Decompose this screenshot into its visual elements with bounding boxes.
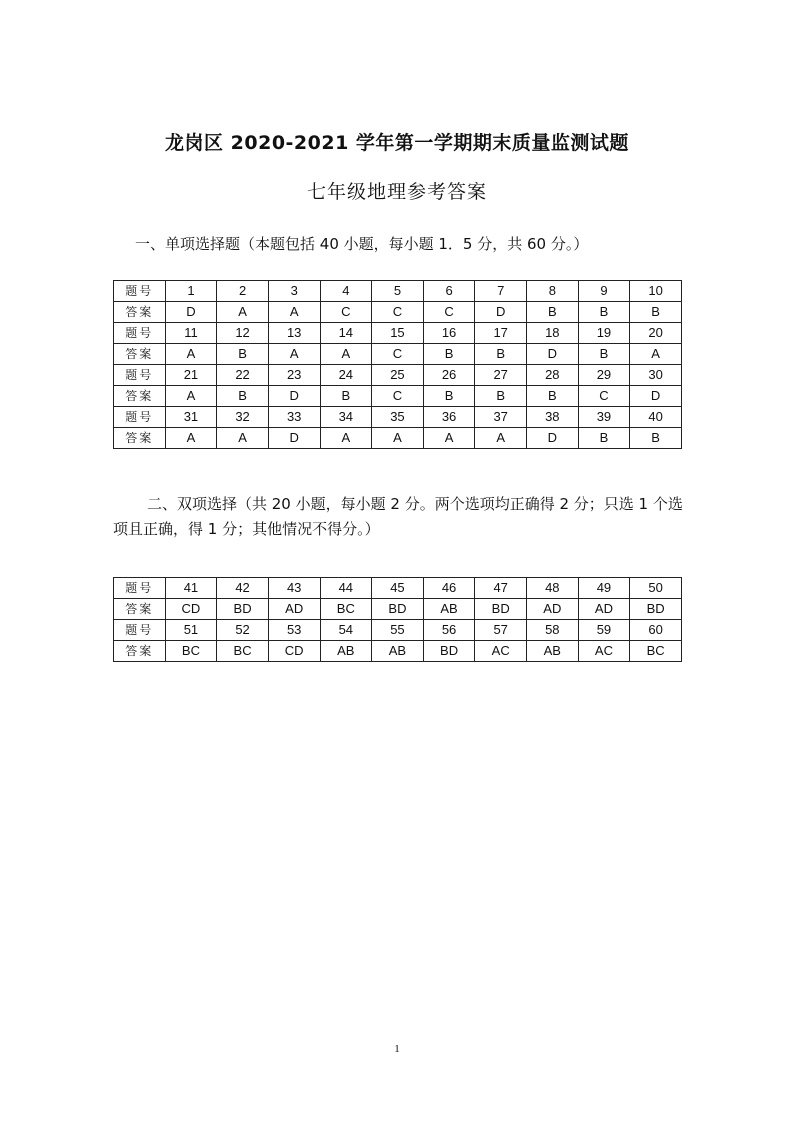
answer-cell: D [268, 428, 320, 449]
answer-cell: D [165, 302, 217, 323]
question-number-cell: 23 [268, 365, 320, 386]
question-number-cell: 29 [578, 365, 630, 386]
question-number-cell: 53 [268, 620, 320, 641]
answer-cell: C [372, 302, 424, 323]
answer-row [114, 302, 682, 323]
question-number-row [114, 365, 682, 386]
question-number-cell: 55 [372, 620, 424, 641]
answer-cell: B [475, 386, 527, 407]
question-number-cell: 31 [165, 407, 217, 428]
question-number-cell: 57 [475, 620, 527, 641]
answer-row [114, 386, 682, 407]
section-two-heading: 二、双项选择（共 20 小题，每小题 2 分。两个选项均正确得 2 分；只选 1 个选项且正确，得 1 分；其他情况不得分。） [113, 495, 683, 538]
question-number-cell: 43 [268, 578, 320, 599]
question-number-cell: 11 [165, 323, 217, 344]
question-label-cell: 题号 [114, 365, 166, 386]
page-subtitle: 七年级地理参考答案 [306, 181, 487, 203]
answer-cell: B [527, 302, 579, 323]
question-label-cell: 题号 [114, 620, 166, 641]
answer-label-cell: 答案 [114, 386, 166, 407]
question-number-cell: 10 [630, 281, 682, 302]
answer-cell: B [217, 344, 269, 365]
answer-cell: AC [578, 641, 630, 662]
question-number-cell: 25 [372, 365, 424, 386]
question-number-cell: 37 [475, 407, 527, 428]
single-choice-answer-table [113, 280, 682, 449]
question-number-row [114, 620, 682, 641]
question-label-cell: 题号 [114, 407, 166, 428]
answer-cell: B [527, 386, 579, 407]
question-number-cell: 40 [630, 407, 682, 428]
question-label-cell: 题号 [114, 578, 166, 599]
answer-cell: C [372, 386, 424, 407]
question-number-cell: 8 [527, 281, 579, 302]
answer-label-cell: 答案 [114, 428, 166, 449]
answer-cell: AD [268, 599, 320, 620]
answer-cell: AB [372, 641, 424, 662]
question-number-cell: 20 [630, 323, 682, 344]
answer-cell: AD [578, 599, 630, 620]
question-number-cell: 5 [372, 281, 424, 302]
question-number-cell: 36 [423, 407, 475, 428]
answer-cell: A [423, 428, 475, 449]
question-number-cell: 32 [217, 407, 269, 428]
question-number-cell: 9 [578, 281, 630, 302]
answer-cell: B [320, 386, 372, 407]
answer-cell: BD [217, 599, 269, 620]
answer-cell: A [268, 302, 320, 323]
answer-cell: BD [423, 641, 475, 662]
answer-cell: BC [320, 599, 372, 620]
question-number-cell: 6 [423, 281, 475, 302]
answer-label-cell: 答案 [114, 641, 166, 662]
answer-row [114, 599, 682, 620]
question-number-cell: 45 [372, 578, 424, 599]
answer-cell: C [320, 302, 372, 323]
answer-cell: BC [630, 641, 682, 662]
question-number-cell: 26 [423, 365, 475, 386]
question-number-cell: 13 [268, 323, 320, 344]
question-number-cell: 38 [527, 407, 579, 428]
question-number-cell: 17 [475, 323, 527, 344]
answer-cell: A [372, 428, 424, 449]
answer-cell: A [320, 344, 372, 365]
question-number-cell: 34 [320, 407, 372, 428]
question-number-cell: 60 [630, 620, 682, 641]
answer-cell: BC [217, 641, 269, 662]
answer-cell: A [217, 428, 269, 449]
question-number-cell: 56 [423, 620, 475, 641]
answer-cell: AC [475, 641, 527, 662]
question-number-cell: 21 [165, 365, 217, 386]
question-number-cell: 39 [578, 407, 630, 428]
answer-cell: D [268, 386, 320, 407]
answer-cell: B [630, 302, 682, 323]
question-number-cell: 2 [217, 281, 269, 302]
question-number-row [114, 281, 682, 302]
double-choice-answer-table [113, 577, 682, 662]
question-number-row [114, 407, 682, 428]
answer-cell: C [423, 302, 475, 323]
question-number-cell: 35 [372, 407, 424, 428]
answer-row [114, 641, 682, 662]
question-number-row [114, 578, 682, 599]
answer-cell: AB [423, 599, 475, 620]
question-number-cell: 15 [372, 323, 424, 344]
answer-cell: A [165, 344, 217, 365]
answer-cell: D [527, 428, 579, 449]
answer-row [114, 344, 682, 365]
answer-cell: A [165, 428, 217, 449]
question-number-cell: 59 [578, 620, 630, 641]
question-number-cell: 48 [527, 578, 579, 599]
answer-cell: CD [268, 641, 320, 662]
question-number-cell: 30 [630, 365, 682, 386]
question-number-cell: 3 [268, 281, 320, 302]
question-label-cell: 题号 [114, 323, 166, 344]
answer-cell: D [527, 344, 579, 365]
answer-cell: B [217, 386, 269, 407]
answer-label-cell: 答案 [114, 302, 166, 323]
answer-cell: B [630, 428, 682, 449]
answer-cell: B [578, 428, 630, 449]
answer-cell: A [475, 428, 527, 449]
answer-cell: CD [165, 599, 217, 620]
question-number-cell: 44 [320, 578, 372, 599]
page-number: 1 [394, 1043, 400, 1055]
question-number-cell: 42 [217, 578, 269, 599]
page-title: 龙岗区 2020-2021 学年第一学期期末质量监测试题 [165, 132, 629, 154]
question-number-cell: 18 [527, 323, 579, 344]
answer-cell: B [423, 386, 475, 407]
answer-cell: A [165, 386, 217, 407]
answer-cell: BD [372, 599, 424, 620]
question-number-cell: 19 [578, 323, 630, 344]
question-number-cell: 4 [320, 281, 372, 302]
answer-cell: D [630, 386, 682, 407]
question-number-cell: 1 [165, 281, 217, 302]
answer-cell: B [423, 344, 475, 365]
question-number-row [114, 323, 682, 344]
answer-cell: C [578, 386, 630, 407]
question-number-cell: 14 [320, 323, 372, 344]
question-number-cell: 12 [217, 323, 269, 344]
question-number-cell: 27 [475, 365, 527, 386]
answer-cell: B [578, 302, 630, 323]
section-one-heading: 一、单项选择题（本题包括 40 小题，每小题 1．5 分，共 60 分。） [135, 235, 589, 253]
answer-label-cell: 答案 [114, 599, 166, 620]
answer-cell: AD [527, 599, 579, 620]
question-number-cell: 22 [217, 365, 269, 386]
answer-cell: BD [475, 599, 527, 620]
answer-cell: A [630, 344, 682, 365]
answer-cell: BC [165, 641, 217, 662]
answer-cell: A [320, 428, 372, 449]
question-number-cell: 24 [320, 365, 372, 386]
question-number-cell: 50 [630, 578, 682, 599]
question-label-cell: 题号 [114, 281, 166, 302]
question-number-cell: 41 [165, 578, 217, 599]
question-number-cell: 52 [217, 620, 269, 641]
question-number-cell: 7 [475, 281, 527, 302]
question-number-cell: 58 [527, 620, 579, 641]
question-number-cell: 51 [165, 620, 217, 641]
answer-cell: BD [630, 599, 682, 620]
answer-label-cell: 答案 [114, 344, 166, 365]
question-number-cell: 16 [423, 323, 475, 344]
answer-cell: B [475, 344, 527, 365]
answer-cell: B [578, 344, 630, 365]
question-number-cell: 46 [423, 578, 475, 599]
question-number-cell: 54 [320, 620, 372, 641]
answer-cell: D [475, 302, 527, 323]
answer-row [114, 428, 682, 449]
answer-cell: A [268, 344, 320, 365]
question-number-cell: 28 [527, 365, 579, 386]
answer-cell: A [217, 302, 269, 323]
question-number-cell: 47 [475, 578, 527, 599]
question-number-cell: 33 [268, 407, 320, 428]
answer-cell: C [372, 344, 424, 365]
answer-cell: AB [320, 641, 372, 662]
answer-cell: AB [527, 641, 579, 662]
question-number-cell: 49 [578, 578, 630, 599]
